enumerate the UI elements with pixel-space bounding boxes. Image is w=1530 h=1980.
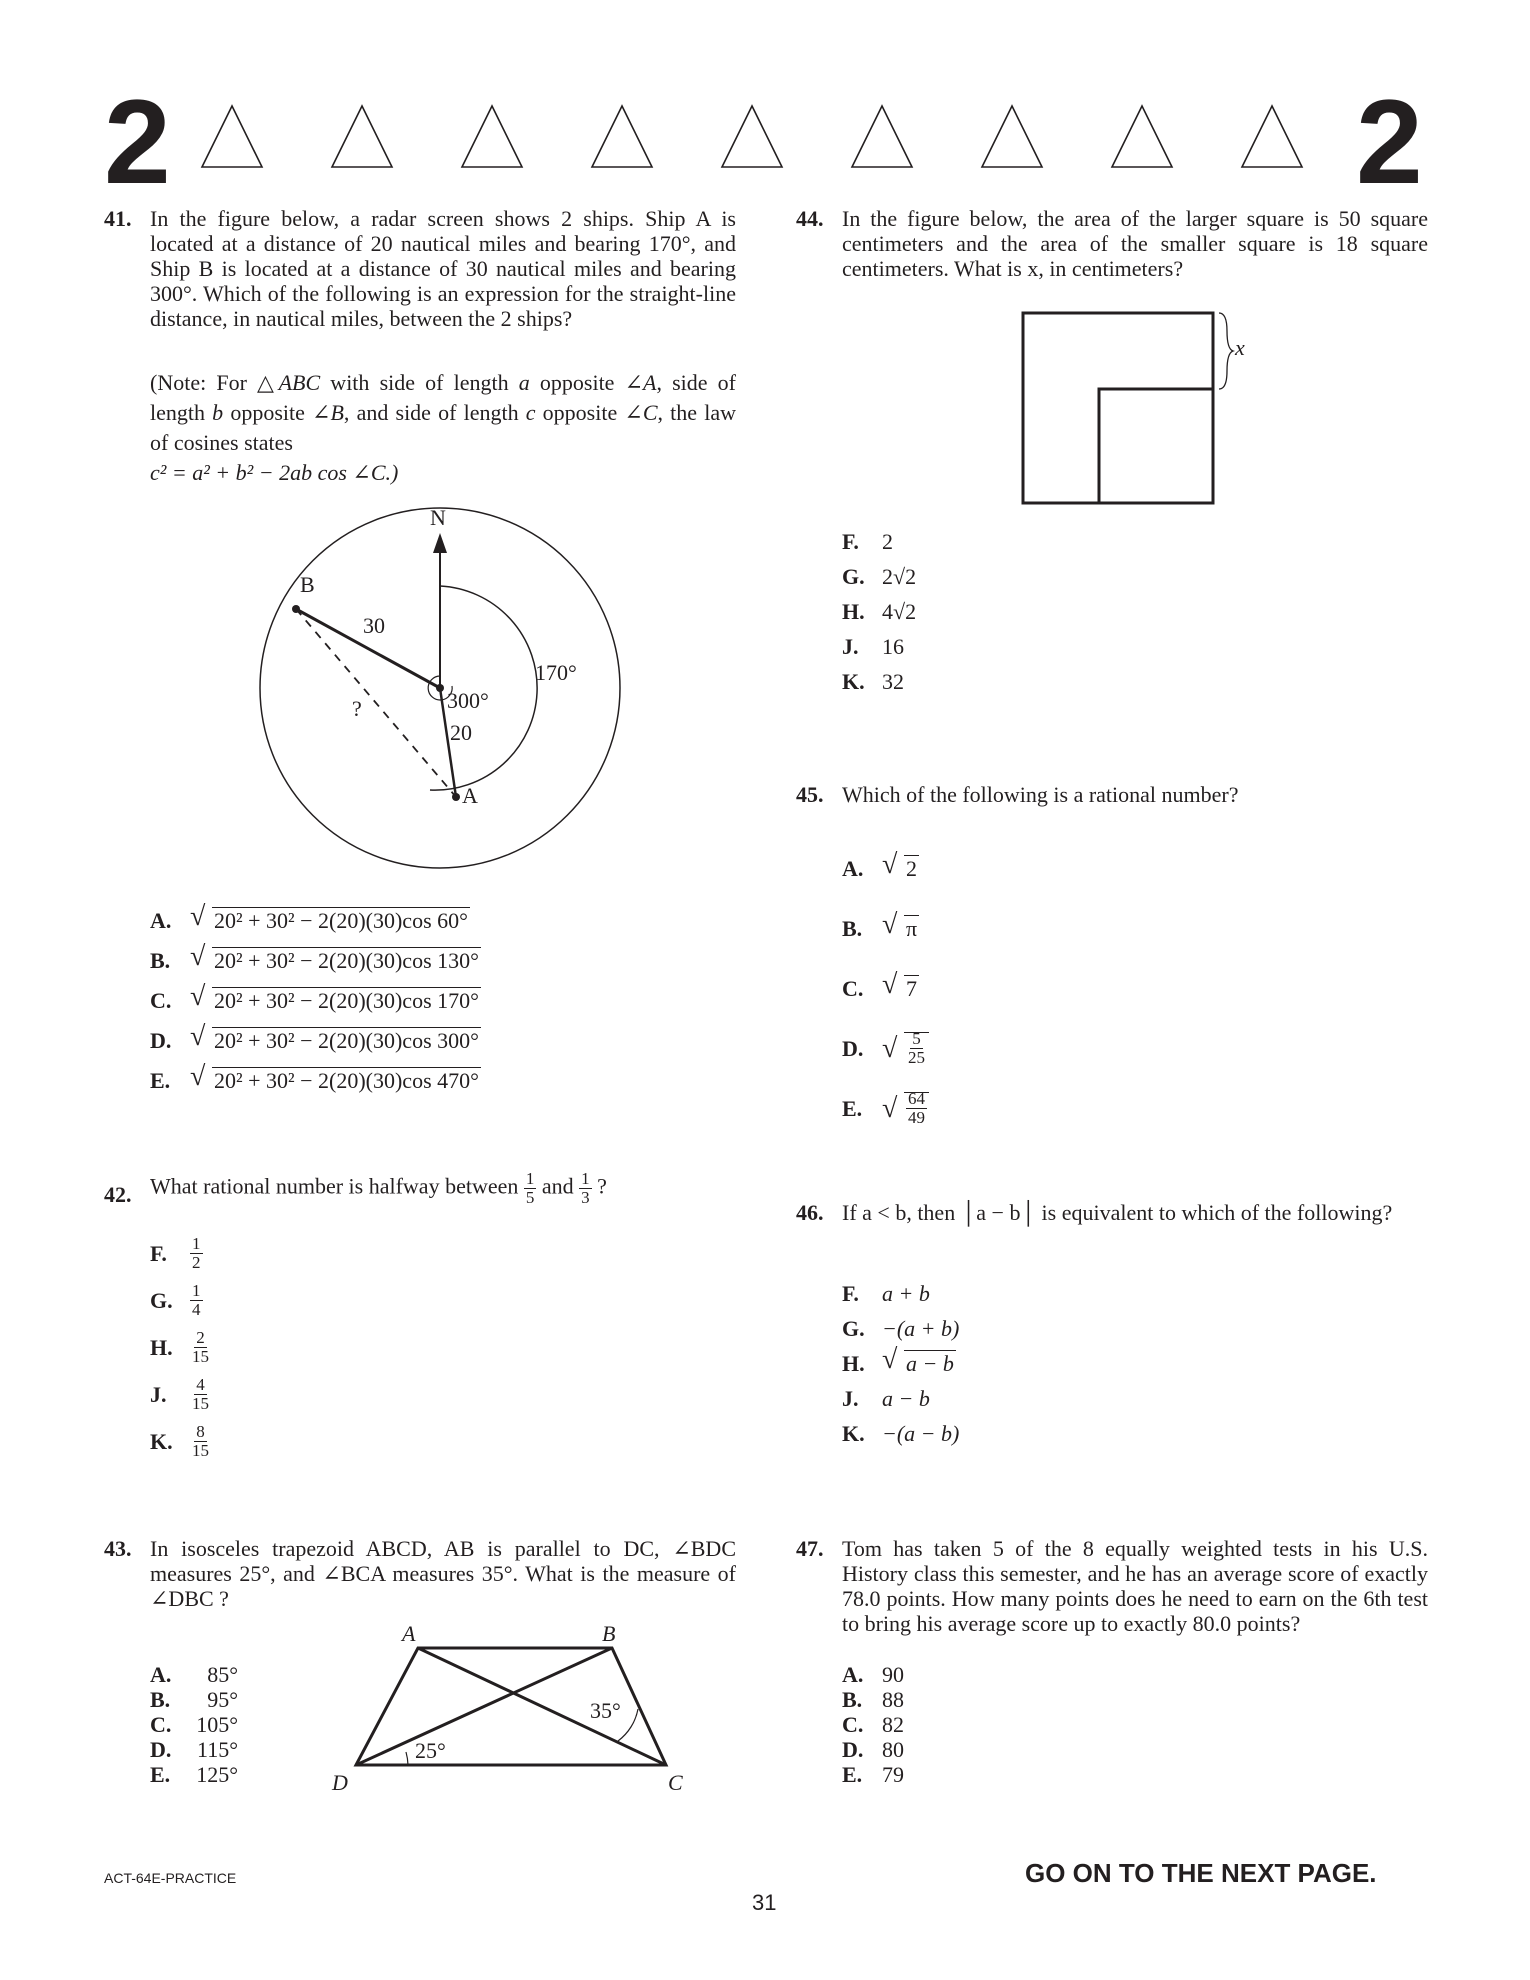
radical (882, 908, 919, 941)
angle-bdc-arc (406, 1752, 408, 1765)
question-45-option-3[interactable] (842, 1018, 929, 1078)
question-46-text: If a < b, then │a − b│ is equivalent to which of the following? (842, 1200, 1393, 1225)
diagonal-bd (356, 1648, 612, 1765)
option-letter: D. (842, 1737, 864, 1762)
option-letter: B. (150, 947, 171, 973)
radicand: 20² + 30² − 2(20)(30)cos 170° (214, 987, 479, 1013)
x-label: x (1235, 335, 1245, 360)
option-letter: K. (842, 669, 865, 694)
fraction: $\frac{4}{15}$ (192, 1375, 209, 1413)
option-letter: A. (150, 1662, 172, 1687)
question-45-option-0[interactable] (842, 838, 929, 898)
question-44-option-3[interactable] (842, 629, 916, 664)
question-42-option-3[interactable] (150, 1371, 211, 1418)
option-value: 125° (196, 1762, 238, 1787)
option-value: a + b (882, 1281, 930, 1306)
option-value: a − b (882, 1386, 930, 1411)
question-46-option-0[interactable] (842, 1276, 959, 1311)
radicand: 20² + 30² − 2(20)(30)cos 60° (214, 907, 468, 933)
distance-b-label: 30 (363, 613, 385, 638)
radicand: 2 (906, 855, 917, 881)
option-letter: C. (842, 975, 864, 1001)
ship-a-dot (452, 793, 460, 801)
radical (190, 1020, 481, 1053)
question-43-options (150, 1662, 238, 1787)
option-letter: F. (842, 529, 859, 554)
radicand: a − b (906, 1351, 954, 1376)
fraction: $\frac{1}{2}$ (192, 1234, 201, 1272)
vertex-b-label: B (602, 1621, 616, 1646)
distance-a-label: 20 (450, 720, 472, 745)
radicand: 20² + 30² − 2(20)(30)cos 470° (214, 1067, 479, 1093)
option-letter: J. (842, 1386, 859, 1411)
triangle-icons (202, 106, 1302, 167)
vertex-a-label: A (402, 1621, 416, 1646)
question-43-option-0[interactable] (150, 1662, 238, 1687)
fraction-one-fifth: $\frac{1}{5}$ (525, 1169, 535, 1207)
option-letter: K. (150, 1429, 173, 1454)
fraction: $\frac{64}{49}$ (908, 1088, 925, 1127)
question-41-note: (Note: For △ABC with side of length a opposite ∠A, side of length b opposite ∠B, and side of length c opposite ∠C, the law of cosines states c² = a² + b² − 2ab cos ∠C.) (150, 368, 736, 488)
question-47-number: 47. (796, 1536, 824, 1561)
section-number-left: 2 (104, 75, 171, 209)
option-letter: E. (842, 1095, 863, 1121)
option-letter: J. (842, 634, 859, 659)
question-42-option-0[interactable] (150, 1230, 211, 1277)
radical (190, 900, 470, 933)
fraction: $\frac{5}{25}$ (908, 1028, 925, 1067)
option-value: −(a + b) (882, 1316, 960, 1341)
radical (882, 848, 919, 881)
question-44-options (842, 524, 916, 699)
option-letter: E. (842, 1762, 863, 1787)
question-41-option-2[interactable] (150, 980, 481, 1020)
question-41-option-4[interactable] (150, 1060, 481, 1100)
diagonal-ac (418, 1648, 666, 1765)
radical-sign-icon: √ (190, 900, 206, 932)
trapezoid-figure (320, 1620, 700, 1795)
smaller-square (1099, 389, 1213, 503)
fraction: $\frac{2}{15}$ (192, 1328, 209, 1366)
question-41-option-3[interactable] (150, 1020, 481, 1060)
form-code: ACT-64E-PRACTICE (104, 1870, 237, 1886)
question-45-options (842, 838, 929, 1138)
option-letter: B. (842, 915, 863, 941)
triangle-divider (200, 104, 1325, 170)
option-value: 88 (882, 1687, 904, 1712)
question-44-option-4[interactable] (842, 664, 916, 699)
option-value: 79 (882, 1762, 904, 1787)
question-42-option-4[interactable] (150, 1418, 211, 1465)
option-value: 2 (882, 529, 893, 554)
radical-sign-icon: √ (882, 968, 898, 1000)
option-value: 80 (882, 1737, 904, 1762)
squares-figure (1015, 305, 1255, 510)
option-letter: G. (842, 564, 865, 589)
radical (190, 980, 481, 1013)
option-letter: E. (150, 1067, 171, 1093)
radical (190, 940, 481, 973)
radical (882, 968, 919, 1001)
question-42-options (150, 1230, 211, 1465)
radical-sign-icon: √ (882, 908, 898, 940)
radical-sign-icon: √ (882, 1092, 898, 1124)
vertex-c-label: C (668, 1770, 683, 1795)
ship-b-label: B (300, 572, 315, 597)
question-47-option-4[interactable] (842, 1762, 904, 1787)
radicand: 20² + 30² − 2(20)(30)cos 300° (214, 1027, 479, 1053)
option-value: 16 (882, 634, 904, 659)
option-letter: G. (150, 1288, 173, 1313)
question-41-option-1[interactable] (150, 940, 481, 980)
question-45-number: 45. (796, 782, 824, 807)
radar-figure (240, 500, 640, 880)
question-42-option-1[interactable] (150, 1277, 211, 1324)
option-value: 90 (882, 1662, 904, 1687)
radical (190, 1060, 481, 1093)
question-44-text: In the figure below, the area of the larger square is 50 square centimeters and the area of the smaller square is 18 square centimeters. What is x, in centimeters? (842, 206, 1428, 281)
option-letter: B. (150, 1687, 171, 1712)
angle-25-label: 25° (415, 1738, 446, 1763)
radical-sign-icon: √ (882, 1344, 898, 1375)
question-41-number: 41. (104, 206, 132, 231)
radical (882, 1030, 929, 1067)
question-43-option-1[interactable] (150, 1687, 238, 1712)
option-letter: J. (150, 1382, 167, 1407)
option-letter: H. (842, 599, 865, 624)
question-46-option-1[interactable] (842, 1311, 959, 1346)
angle-170-label: 170° (535, 660, 577, 685)
radicand: 20² + 30² − 2(20)(30)cos 130° (214, 947, 479, 973)
option-letter: A. (150, 907, 172, 933)
question-44-number: 44. (796, 206, 824, 231)
question-47-option-3[interactable] (842, 1737, 904, 1762)
radical (882, 1344, 956, 1376)
option-value: 85° (207, 1662, 238, 1687)
question-42-number: 42. (104, 1182, 132, 1207)
option-value: 82 (882, 1712, 904, 1737)
option-letter: B. (842, 1687, 863, 1712)
next-page-notice: GO ON TO THE NEXT PAGE. (1025, 1858, 1377, 1888)
option-letter: A. (842, 1662, 864, 1687)
question-44-option-0[interactable] (842, 524, 916, 559)
option-value: 105° (196, 1712, 238, 1737)
ship-a-label: A (462, 783, 478, 808)
option-letter: C. (842, 1712, 864, 1737)
option-letter: G. (842, 1316, 865, 1341)
brace-icon (1219, 313, 1233, 389)
larger-square (1023, 313, 1213, 503)
option-letter: D. (150, 1027, 172, 1053)
fraction: $\frac{1}{4}$ (192, 1281, 201, 1319)
question-45-option-1[interactable] (842, 898, 929, 958)
option-value: 4√2 (882, 599, 917, 624)
law-of-cosines-formula: c² = a² + b² − 2ab cos ∠C.) (150, 460, 399, 485)
option-letter: F. (150, 1241, 167, 1266)
question-42-text: What rational number is halfway between $\frac{1}{5}$ and $\frac{1}{3}$ ? (150, 1169, 607, 1207)
unknown-distance-label: ? (352, 696, 362, 721)
option-value: 32 (882, 669, 904, 694)
radical-sign-icon: √ (190, 940, 206, 972)
question-43-option-4[interactable] (150, 1762, 238, 1787)
option-letter: E. (150, 1762, 171, 1787)
radical-sign-icon: √ (190, 980, 206, 1012)
question-41-text: In the figure below, a radar screen shows 2 ships. Ship A is located at a distance of 20 nautical miles and bearing 170°, and Ship B is located at a distance of 30 nautical miles and bearing 300°. Which of the following is an expression for the straight-line distance, in nautical miles, between the 2 ships? (150, 206, 736, 331)
question-43-option-3[interactable] (150, 1737, 238, 1762)
option-letter: F. (842, 1281, 859, 1306)
option-letter: H. (842, 1351, 865, 1376)
option-letter: K. (842, 1421, 865, 1446)
question-46-option-2[interactable] (842, 1346, 959, 1381)
question-43-text: In isosceles trapezoid ABCD, AB is parallel to DC, ∠BDC measures 25°, and ∠BCA measures 35°. What is the measure of ∠DBC ? (150, 1536, 736, 1611)
question-43-number: 43. (104, 1536, 132, 1561)
option-value: 95° (207, 1687, 238, 1712)
option-value: −(a − b) (882, 1421, 960, 1446)
center-dot (436, 684, 444, 692)
radical-sign-icon: √ (190, 1020, 206, 1052)
north-arrow-icon (433, 533, 447, 553)
question-45-text: Which of the following is a rational number? (842, 782, 1239, 807)
question-47-text: Tom has taken 5 of the 8 equally weighted tests in his U.S. History class this semester, and he has an average score of exactly 78.0 points. How many points does he need to earn on the 6th test to bring his average score up to exactly 80.0 points? (842, 1536, 1428, 1636)
question-47-options (842, 1662, 904, 1787)
question-46-options (842, 1276, 959, 1451)
radicand: π (906, 915, 918, 941)
option-letter: A. (842, 855, 864, 881)
question-44-option-1[interactable] (842, 559, 916, 594)
option-value: 115° (197, 1737, 238, 1762)
angle-300-label: 300° (447, 688, 489, 713)
question-45-option-2[interactable] (842, 958, 929, 1018)
question-47-option-1[interactable] (842, 1687, 904, 1712)
question-47-option-0[interactable] (842, 1662, 904, 1687)
angle-35-label: 35° (590, 1698, 621, 1723)
question-46-number: 46. (796, 1200, 824, 1225)
option-letter: D. (842, 1035, 864, 1061)
question-42-option-2[interactable] (150, 1324, 211, 1371)
option-letter: D. (150, 1737, 172, 1762)
angle-bca-arc (618, 1709, 638, 1741)
fraction-one-third: $\frac{1}{3}$ (581, 1169, 590, 1207)
north-label: N (430, 505, 446, 530)
page-number: 31 (752, 1890, 777, 1915)
question-47-option-2[interactable] (842, 1712, 904, 1737)
option-letter: H. (150, 1335, 173, 1360)
question-43-option-2[interactable] (150, 1712, 238, 1737)
question-46-option-3[interactable] (842, 1381, 959, 1416)
question-44-option-2[interactable] (842, 594, 916, 629)
question-41-options (150, 900, 481, 1100)
vertex-d-label: D (332, 1770, 348, 1795)
radicand: 7 (906, 975, 917, 1001)
option-value: 2√2 (882, 564, 917, 589)
question-46-option-4[interactable] (842, 1416, 959, 1451)
option-letter: C. (150, 1712, 172, 1737)
question-45-option-4[interactable] (842, 1078, 929, 1138)
radical-sign-icon: √ (190, 1060, 206, 1092)
ship-b-dot (292, 605, 300, 613)
option-letter: C. (150, 987, 172, 1013)
radical-sign-icon: √ (882, 1032, 898, 1064)
radical (882, 1090, 929, 1127)
section-number-right: 2 (1356, 75, 1423, 209)
question-41-option-0[interactable] (150, 900, 481, 940)
radical-sign-icon: √ (882, 848, 898, 880)
fraction: $\frac{8}{15}$ (192, 1422, 209, 1460)
